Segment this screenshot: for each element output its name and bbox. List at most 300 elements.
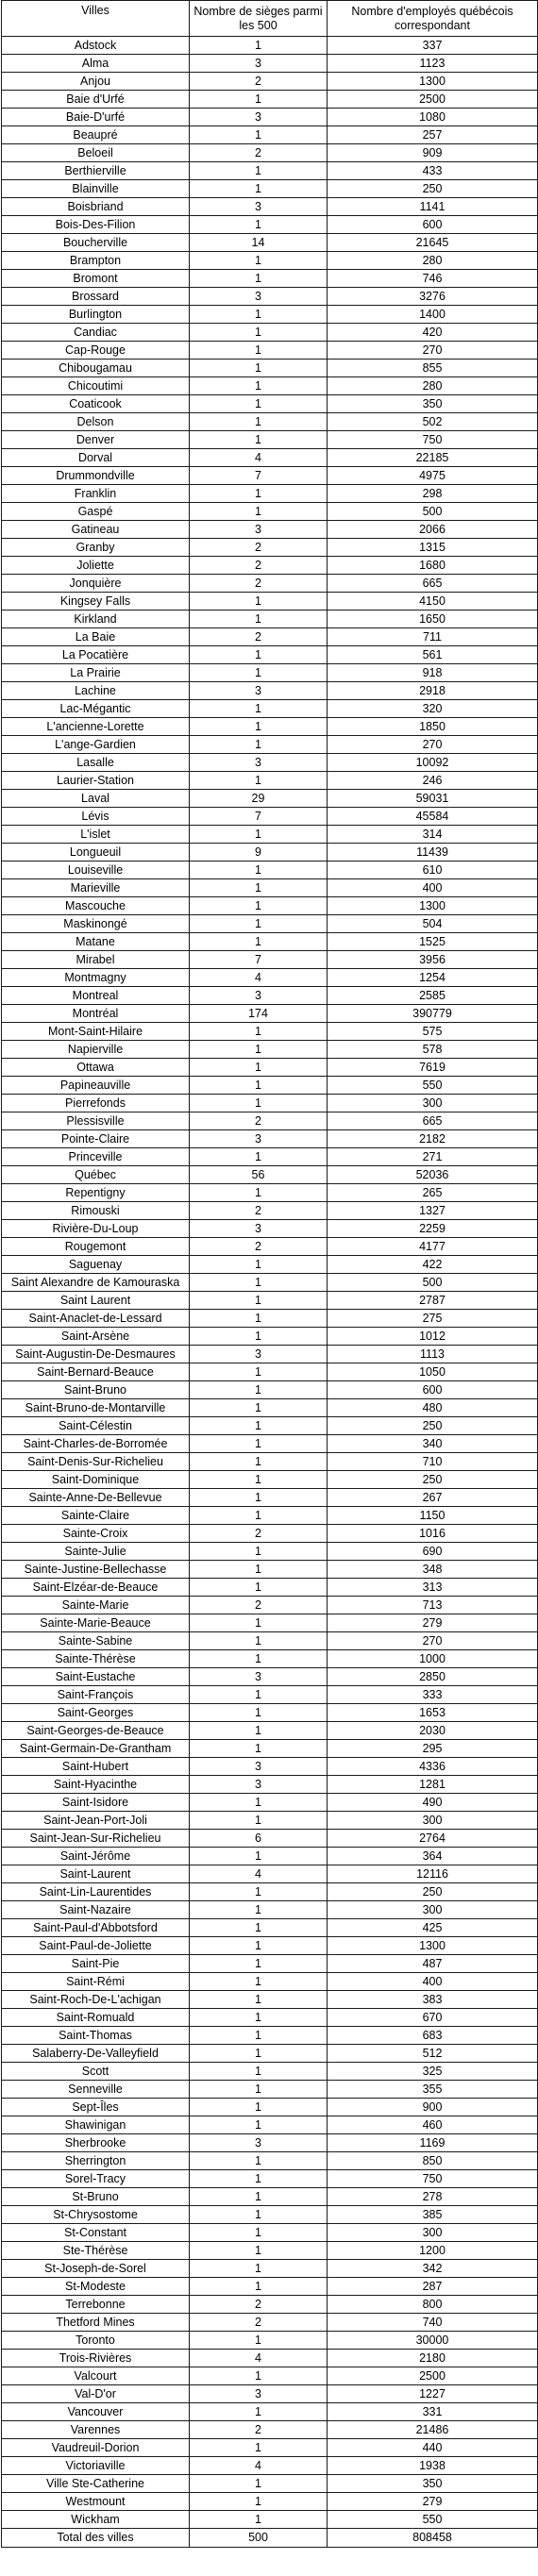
table-row (2, 252, 538, 270)
city-cell: Sainte-Claire (2, 1507, 190, 1525)
table-row (2, 646, 538, 664)
seats-cell: 1 (190, 37, 328, 55)
employees-cell: 348 (328, 1561, 538, 1579)
seats-cell: 1 (190, 2027, 328, 2045)
employees-cell: 59031 (328, 790, 538, 808)
seats-cell: 1 (190, 1812, 328, 1830)
table-row (2, 126, 538, 144)
seats-cell: 1 (190, 2278, 328, 2296)
city-cell: Wickham (2, 2511, 190, 2529)
table-row (2, 377, 538, 395)
employees-cell: 670 (328, 2009, 538, 2027)
city-cell: Sainte-Croix (2, 1525, 190, 1543)
employees-cell: 850 (328, 2152, 538, 2170)
employees-cell: 665 (328, 1112, 538, 1130)
seats-cell: 1 (190, 1489, 328, 1507)
city-cell: La Prairie (2, 664, 190, 682)
city-cell: Baie d'Urfé (2, 91, 190, 109)
employees-cell: 600 (328, 1381, 538, 1399)
city-cell: Boisbriand (2, 198, 190, 216)
city-cell: Montmagny (2, 969, 190, 987)
header-employees: Nombre d'employés québécois correspondant (328, 1, 538, 37)
employees-cell: 2918 (328, 682, 538, 700)
city-cell: Saint Laurent (2, 1292, 190, 1310)
table-row (2, 2099, 538, 2116)
city-cell: Saint-Laurent (2, 1865, 190, 1883)
table-row (2, 1059, 538, 1077)
seats-cell: 1 (190, 1919, 328, 1937)
table-row (2, 593, 538, 611)
city-cell: Louiseville (2, 861, 190, 879)
seats-cell: 2 (190, 73, 328, 91)
seats-cell: 1 (190, 2170, 328, 2188)
employees-cell: 855 (328, 360, 538, 377)
table-row (2, 1722, 538, 1740)
table-row (2, 2027, 538, 2045)
city-cell: Saint-Nazaire (2, 1901, 190, 1919)
employees-cell: 2764 (328, 1830, 538, 1848)
seats-cell: 1 (190, 826, 328, 844)
city-cell: Saint-Dominique (2, 1471, 190, 1489)
employees-cell: 250 (328, 1471, 538, 1489)
employees-cell: 333 (328, 1686, 538, 1704)
employees-cell: 1227 (328, 2385, 538, 2403)
seats-cell: 1 (190, 2439, 328, 2457)
table-row (2, 2224, 538, 2242)
seats-cell: 1 (190, 1794, 328, 1812)
seats-cell: 9 (190, 844, 328, 861)
city-cell: L'ange-Gardien (2, 736, 190, 754)
city-cell: St-Modeste (2, 2278, 190, 2296)
seats-cell: 2 (190, 2296, 328, 2314)
employees-cell: 1016 (328, 1525, 538, 1543)
table-row (2, 449, 538, 467)
table-row (2, 2116, 538, 2134)
table-row (2, 288, 538, 306)
seats-cell: 3 (190, 682, 328, 700)
table-row (2, 1561, 538, 1579)
seats-cell: 3 (190, 1220, 328, 1238)
seats-cell: 1 (190, 91, 328, 109)
employees-cell: 690 (328, 1543, 538, 1561)
employees-cell: 280 (328, 252, 538, 270)
city-cell: Bois-Des-Filion (2, 216, 190, 234)
city-cell: Princeville (2, 1148, 190, 1166)
seats-cell: 6 (190, 1830, 328, 1848)
table-row (2, 1274, 538, 1292)
seats-cell: 1 (190, 897, 328, 915)
employees-cell: 4150 (328, 593, 538, 611)
seats-cell: 1 (190, 2009, 328, 2027)
employees-cell: 500 (328, 1274, 538, 1292)
table-row (2, 1489, 538, 1507)
table-row (2, 73, 538, 91)
city-cell: Blainville (2, 180, 190, 198)
table-row (2, 1704, 538, 1722)
table-row (2, 1668, 538, 1686)
table-row (2, 611, 538, 628)
table-row (2, 2242, 538, 2260)
table-row (2, 395, 538, 413)
city-cell: Joliette (2, 557, 190, 575)
table-row (2, 1794, 538, 1812)
table-row (2, 969, 538, 987)
city-cell: Saint-Eustache (2, 1668, 190, 1686)
seats-cell: 1 (190, 413, 328, 431)
seats-cell: 2 (190, 539, 328, 557)
employees-cell: 1080 (328, 109, 538, 126)
employees-cell: 1850 (328, 718, 538, 736)
employees-cell: 300 (328, 1095, 538, 1112)
seats-cell: 1 (190, 395, 328, 413)
city-cell: Saint-Georges-de-Beauce (2, 1722, 190, 1740)
seats-cell: 1 (190, 2081, 328, 2099)
employees-cell: 325 (328, 2063, 538, 2081)
table-body (2, 37, 538, 2529)
table-row (2, 1471, 538, 1489)
city-cell: Granby (2, 539, 190, 557)
city-cell: Candiac (2, 324, 190, 342)
table-row (2, 1256, 538, 1274)
table-row (2, 1543, 538, 1561)
table-row (2, 1363, 538, 1381)
city-cell: St-Bruno (2, 2188, 190, 2206)
city-cell: Montréal (2, 1005, 190, 1023)
employees-cell: 250 (328, 1883, 538, 1901)
employees-cell: 21486 (328, 2421, 538, 2439)
city-cell: Pierrefonds (2, 1095, 190, 1112)
table-row (2, 1041, 538, 1059)
employees-cell: 2066 (328, 521, 538, 539)
total-seats: 500 (190, 2529, 328, 2548)
table-footer (2, 2529, 538, 2548)
seats-cell: 1 (190, 1991, 328, 2009)
total-label: Total des villes (2, 2529, 190, 2548)
city-cell: Saint-Georges (2, 1704, 190, 1722)
table-row (2, 951, 538, 969)
table-row (2, 1220, 538, 1238)
city-cell: St-Constant (2, 2224, 190, 2242)
seats-cell: 174 (190, 1005, 328, 1023)
table-row (2, 342, 538, 360)
city-cell: Coaticook (2, 395, 190, 413)
employees-cell: 279 (328, 1614, 538, 1632)
employees-cell: 740 (328, 2314, 538, 2332)
employees-cell: 350 (328, 395, 538, 413)
table-row (2, 37, 538, 55)
table-row (2, 575, 538, 593)
seats-cell: 1 (190, 611, 328, 628)
employees-cell: 340 (328, 1435, 538, 1453)
employees-cell: 713 (328, 1597, 538, 1614)
seats-cell: 1 (190, 2188, 328, 2206)
seats-cell: 1 (190, 1740, 328, 1758)
employees-cell: 750 (328, 2170, 538, 2188)
city-cell: Rougemont (2, 1238, 190, 1256)
employees-cell: 298 (328, 485, 538, 503)
seats-cell: 1 (190, 879, 328, 897)
seats-cell: 4 (190, 449, 328, 467)
seats-cell: 1 (190, 593, 328, 611)
seats-cell: 4 (190, 1865, 328, 1883)
table-row (2, 1686, 538, 1704)
seats-cell: 1 (190, 2493, 328, 2511)
table-row (2, 772, 538, 790)
city-cell: Shawinigan (2, 2116, 190, 2134)
seats-cell: 1 (190, 1399, 328, 1417)
seats-cell: 1 (190, 1453, 328, 1471)
seats-cell: 3 (190, 754, 328, 772)
table-row (2, 1919, 538, 1937)
seats-cell: 1 (190, 503, 328, 521)
employees-cell: 420 (328, 324, 538, 342)
seats-cell: 7 (190, 951, 328, 969)
table-row (2, 503, 538, 521)
table-row (2, 790, 538, 808)
table-row (2, 1417, 538, 1435)
city-cell: Laval (2, 790, 190, 808)
table-row (2, 2385, 538, 2403)
employees-cell: 746 (328, 270, 538, 288)
employees-cell: 270 (328, 1632, 538, 1650)
city-cell: Sainte-Marie (2, 1597, 190, 1614)
table-row (2, 1112, 538, 1130)
table-row (2, 987, 538, 1005)
employees-cell: 331 (328, 2403, 538, 2421)
city-cell: Saint-Arsène (2, 1328, 190, 1346)
table-row (2, 2296, 538, 2314)
header-row (2, 1, 538, 37)
table-row (2, 55, 538, 73)
city-cell: Gatineau (2, 521, 190, 539)
employees-cell: 500 (328, 503, 538, 521)
seats-cell: 1 (190, 1650, 328, 1668)
city-cell: Saint-Bruno (2, 1381, 190, 1399)
city-cell: Mont-Saint-Hilaire (2, 1023, 190, 1041)
employees-cell: 504 (328, 915, 538, 933)
employees-cell: 1123 (328, 55, 538, 73)
employees-cell: 490 (328, 1794, 538, 1812)
table-header (2, 1, 538, 37)
employees-cell: 1012 (328, 1328, 538, 1346)
seats-cell: 1 (190, 2224, 328, 2242)
city-cell: Montreal (2, 987, 190, 1005)
table-row (2, 1166, 538, 1184)
employees-cell: 250 (328, 180, 538, 198)
table-row (2, 861, 538, 879)
table-row (2, 2134, 538, 2152)
employees-cell: 2500 (328, 2367, 538, 2385)
table-row (2, 2457, 538, 2475)
employees-cell: 550 (328, 1077, 538, 1095)
employees-cell: 295 (328, 1740, 538, 1758)
seats-cell: 1 (190, 1973, 328, 1991)
table-row (2, 933, 538, 951)
city-cell: Toronto (2, 2332, 190, 2350)
city-cell: Scott (2, 2063, 190, 2081)
table-row (2, 2475, 538, 2493)
total-row (2, 2529, 538, 2548)
employees-cell: 279 (328, 2493, 538, 2511)
city-cell: Kirkland (2, 611, 190, 628)
seats-cell: 1 (190, 664, 328, 682)
city-cell: Trois-Rivières (2, 2350, 190, 2367)
table-row (2, 2439, 538, 2457)
employees-cell: 1050 (328, 1363, 538, 1381)
seats-cell: 2 (190, 1525, 328, 1543)
city-cell: Burlington (2, 306, 190, 324)
city-cell: Victoriaville (2, 2457, 190, 2475)
seats-cell: 2 (190, 1202, 328, 1220)
city-cell: Saint-Denis-Sur-Richelieu (2, 1453, 190, 1471)
table-row (2, 1525, 538, 1543)
table-row (2, 324, 538, 342)
employees-cell: 385 (328, 2206, 538, 2224)
city-cell: Papineauville (2, 1077, 190, 1095)
table-row (2, 557, 538, 575)
table-row (2, 808, 538, 826)
seats-cell: 1 (190, 126, 328, 144)
table-row (2, 109, 538, 126)
employees-cell: 30000 (328, 2332, 538, 2350)
city-cell: Québec (2, 1166, 190, 1184)
city-cell: Vancouver (2, 2403, 190, 2421)
employees-cell: 1113 (328, 1346, 538, 1363)
employees-cell: 21645 (328, 234, 538, 252)
city-cell: Saint-Bernard-Beauce (2, 1363, 190, 1381)
employees-cell: 246 (328, 772, 538, 790)
employees-cell: 250 (328, 1417, 538, 1435)
employees-cell: 1315 (328, 539, 538, 557)
employees-cell: 265 (328, 1184, 538, 1202)
employees-cell: 600 (328, 216, 538, 234)
city-cell: Gaspé (2, 503, 190, 521)
seats-cell: 56 (190, 1166, 328, 1184)
employees-cell: 683 (328, 2027, 538, 2045)
city-cell: Sainte-Sabine (2, 1632, 190, 1650)
city-cell: Repentigny (2, 1184, 190, 1202)
employees-cell: 4336 (328, 1758, 538, 1776)
table-row (2, 2152, 538, 2170)
table-row (2, 431, 538, 449)
table-row (2, 879, 538, 897)
employees-cell: 502 (328, 413, 538, 431)
city-cell: La Pocatière (2, 646, 190, 664)
table-row (2, 2170, 538, 2188)
city-cell: Delson (2, 413, 190, 431)
city-cell: St-Joseph-de-Sorel (2, 2260, 190, 2278)
seats-cell: 1 (190, 1543, 328, 1561)
seats-cell: 2 (190, 2314, 328, 2332)
seats-cell: 1 (190, 1148, 328, 1166)
city-cell: Mascouche (2, 897, 190, 915)
seats-cell: 1 (190, 1274, 328, 1292)
employees-cell: 1141 (328, 198, 538, 216)
employees-cell: 1300 (328, 1937, 538, 1955)
table-row (2, 2260, 538, 2278)
seats-cell: 2 (190, 557, 328, 575)
seats-cell: 1 (190, 180, 328, 198)
seats-cell: 1 (190, 1561, 328, 1579)
table-row (2, 628, 538, 646)
employees-cell: 7619 (328, 1059, 538, 1077)
city-cell: Sept-Îles (2, 2099, 190, 2116)
city-cell: Plessisville (2, 1112, 190, 1130)
city-cell: Valcourt (2, 2367, 190, 2385)
city-cell: Rimouski (2, 1202, 190, 1220)
city-cell: Baie-D'urfé (2, 109, 190, 126)
city-cell: Beloeil (2, 144, 190, 162)
table-row (2, 1238, 538, 1256)
seats-cell: 3 (190, 987, 328, 1005)
table-row (2, 844, 538, 861)
seats-cell: 7 (190, 467, 328, 485)
city-cell: Saint-Célestin (2, 1417, 190, 1435)
table-row (2, 467, 538, 485)
city-cell: Mirabel (2, 951, 190, 969)
city-cell: Longueuil (2, 844, 190, 861)
city-cell: Saint-Hyacinthe (2, 1776, 190, 1794)
city-cell: Berthierville (2, 162, 190, 180)
table-row (2, 360, 538, 377)
seats-cell: 1 (190, 646, 328, 664)
employees-cell: 900 (328, 2099, 538, 2116)
seats-cell: 1 (190, 2206, 328, 2224)
seats-cell: 2 (190, 575, 328, 593)
table-row (2, 413, 538, 431)
seats-cell: 1 (190, 1901, 328, 1919)
table-row (2, 234, 538, 252)
city-cell: Sainte-Anne-De-Bellevue (2, 1489, 190, 1507)
employees-cell: 52036 (328, 1166, 538, 1184)
table-row (2, 2063, 538, 2081)
table-row (2, 180, 538, 198)
employees-cell: 4177 (328, 1238, 538, 1256)
table-row (2, 521, 538, 539)
city-cell: Sainte-Julie (2, 1543, 190, 1561)
seats-cell: 1 (190, 270, 328, 288)
table-row (2, 1023, 538, 1041)
seats-cell: 4 (190, 969, 328, 987)
table-row (2, 1005, 538, 1023)
seats-cell: 2 (190, 1597, 328, 1614)
seats-cell: 1 (190, 2511, 328, 2529)
table-row (2, 2332, 538, 2350)
table-row (2, 1812, 538, 1830)
employees-cell: 278 (328, 2188, 538, 2206)
city-cell: Saint-Germain-De-Grantham (2, 1740, 190, 1758)
table-row (2, 2421, 538, 2439)
employees-cell: 433 (328, 162, 538, 180)
seats-cell: 1 (190, 2242, 328, 2260)
table-row (2, 2403, 538, 2421)
table-row (2, 2009, 538, 2027)
employees-cell: 800 (328, 2296, 538, 2314)
city-cell: Boucherville (2, 234, 190, 252)
seats-cell: 1 (190, 1292, 328, 1310)
city-cell: Maskinongé (2, 915, 190, 933)
employees-cell: 355 (328, 2081, 538, 2099)
city-cell: Sainte-Marie-Beauce (2, 1614, 190, 1632)
employees-cell: 2500 (328, 91, 538, 109)
table-row (2, 1740, 538, 1758)
employees-cell: 270 (328, 342, 538, 360)
seats-cell: 7 (190, 808, 328, 826)
city-cell: Saint-Pie (2, 1955, 190, 1973)
employees-cell: 2182 (328, 1130, 538, 1148)
employees-cell: 4975 (328, 467, 538, 485)
employees-cell: 3276 (328, 288, 538, 306)
